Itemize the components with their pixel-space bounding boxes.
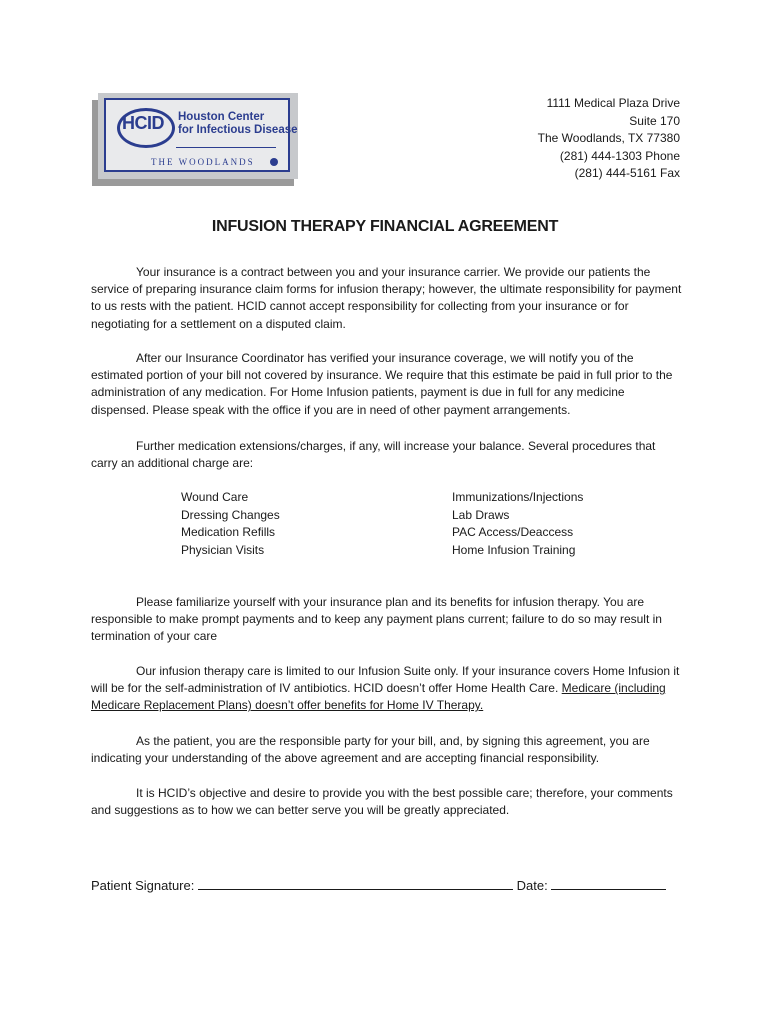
paragraph-text: Our infusion therapy care is limited to our Infusion Suite only. If your insurance covers Home Infusion it will be for the self-administration of IV antibiotics. HCID doesn’t offer Home Health Care. (91, 664, 680, 696)
paragraph-text: Your insurance is a contract between you and your insurance carrier. We provide our patients the service of preparing insurance claim forms for infusion therapy; however, the ultimate responsibility for payment to us rests with the patient. HCID cannot accept responsibility for collecting from your insurance or for negotiating for a settlement on a disputed claim. (91, 265, 682, 331)
list-item: Lab Draws (452, 507, 510, 522)
paragraph-insurance-coordinator (91, 350, 683, 419)
paragraph-additional-charges (91, 438, 683, 472)
medicare-notice: Medicare (including Medicare Replacement Plans) doesn’t offer benefits for Home IV Therapy. (91, 681, 666, 713)
list-item: Medication Refills (181, 525, 276, 540)
clinic-address (538, 95, 680, 183)
address-city: The Woodlands, TX 77380 (537, 131, 680, 145)
list-item: Dressing Changes (181, 507, 280, 522)
date-label: Date: (516, 878, 548, 893)
list-item: Wound Care (181, 490, 249, 504)
logo-name-line1: Houston Center (178, 111, 265, 123)
logo-abbr: HCID (122, 113, 164, 133)
logo-dot-icon (270, 158, 278, 166)
paragraph-objective (91, 785, 683, 819)
list-item: Immunizations/Injections (452, 490, 584, 504)
paragraph-text: As the patient, you are the responsible party for your bill, and, by signing this agreement, you are indicating your understanding of the above agreement and are accepting financial responsibility. (91, 734, 650, 766)
list-item: Physician Visits (181, 542, 265, 557)
logo-tagline: THE WOODLANDS (151, 157, 255, 167)
paragraph-text: Further medication extensions/charges, if any, will increase your balance. Several procedures that carry an additional charge are: (91, 439, 656, 471)
address-street: 1111 Medical Plaza Drive (546, 96, 680, 110)
address-suite: Suite 170 (629, 113, 680, 128)
procedures-list-right (452, 489, 583, 559)
signature-row (91, 876, 666, 893)
list-item: Home Infusion Training (452, 542, 576, 557)
address-fax: (281) 444-5161 Fax (574, 166, 680, 180)
logo-name (178, 111, 298, 137)
list-item: PAC Access/Deaccess (452, 525, 574, 540)
patient-signature-label: Patient Signature: (91, 878, 195, 893)
paragraph-text: Please familiarize yourself with your insurance plan and its benefits for infusion therapy. You are responsible to make prompt payments and to keep any payment plans current; failure to do so may result in termination of your care (91, 595, 662, 644)
logo-divider (176, 147, 276, 148)
paragraph-insurance-plan (91, 594, 683, 646)
paragraph-text: After our Insurance Coordinator has verified your insurance coverage, we will notify you of the estimated portion of your bill not covered by insurance. We require that this estimate be paid in full prior to the administration of any medication. For Home Infusion patients, payment is due in full for any medicine dispensed. Please speak with the office if you are in need of other payment arrangements. (91, 351, 673, 417)
hcid-logo (98, 93, 298, 179)
document-title: INFUSION THERAPY FINANCIAL AGREEMENT (211, 218, 559, 235)
paragraph-responsible-party (91, 733, 683, 767)
procedures-list-left (181, 489, 280, 559)
paragraph-infusion-suite (91, 663, 683, 715)
logo-name-line2: for Infectious Disease (178, 124, 298, 136)
paragraph-insurance-contract (91, 264, 683, 333)
address-phone: (281) 444-1303 Phone (559, 148, 680, 163)
date-field[interactable] (551, 876, 666, 890)
paragraph-text: It is HCID’s objective and desire to provide you with the best possible care; therefore, your comments and suggestions as to how we can better serve you will be greatly appreciated. (91, 786, 673, 818)
logo-frame (104, 98, 298, 172)
patient-signature-field[interactable] (198, 876, 513, 890)
